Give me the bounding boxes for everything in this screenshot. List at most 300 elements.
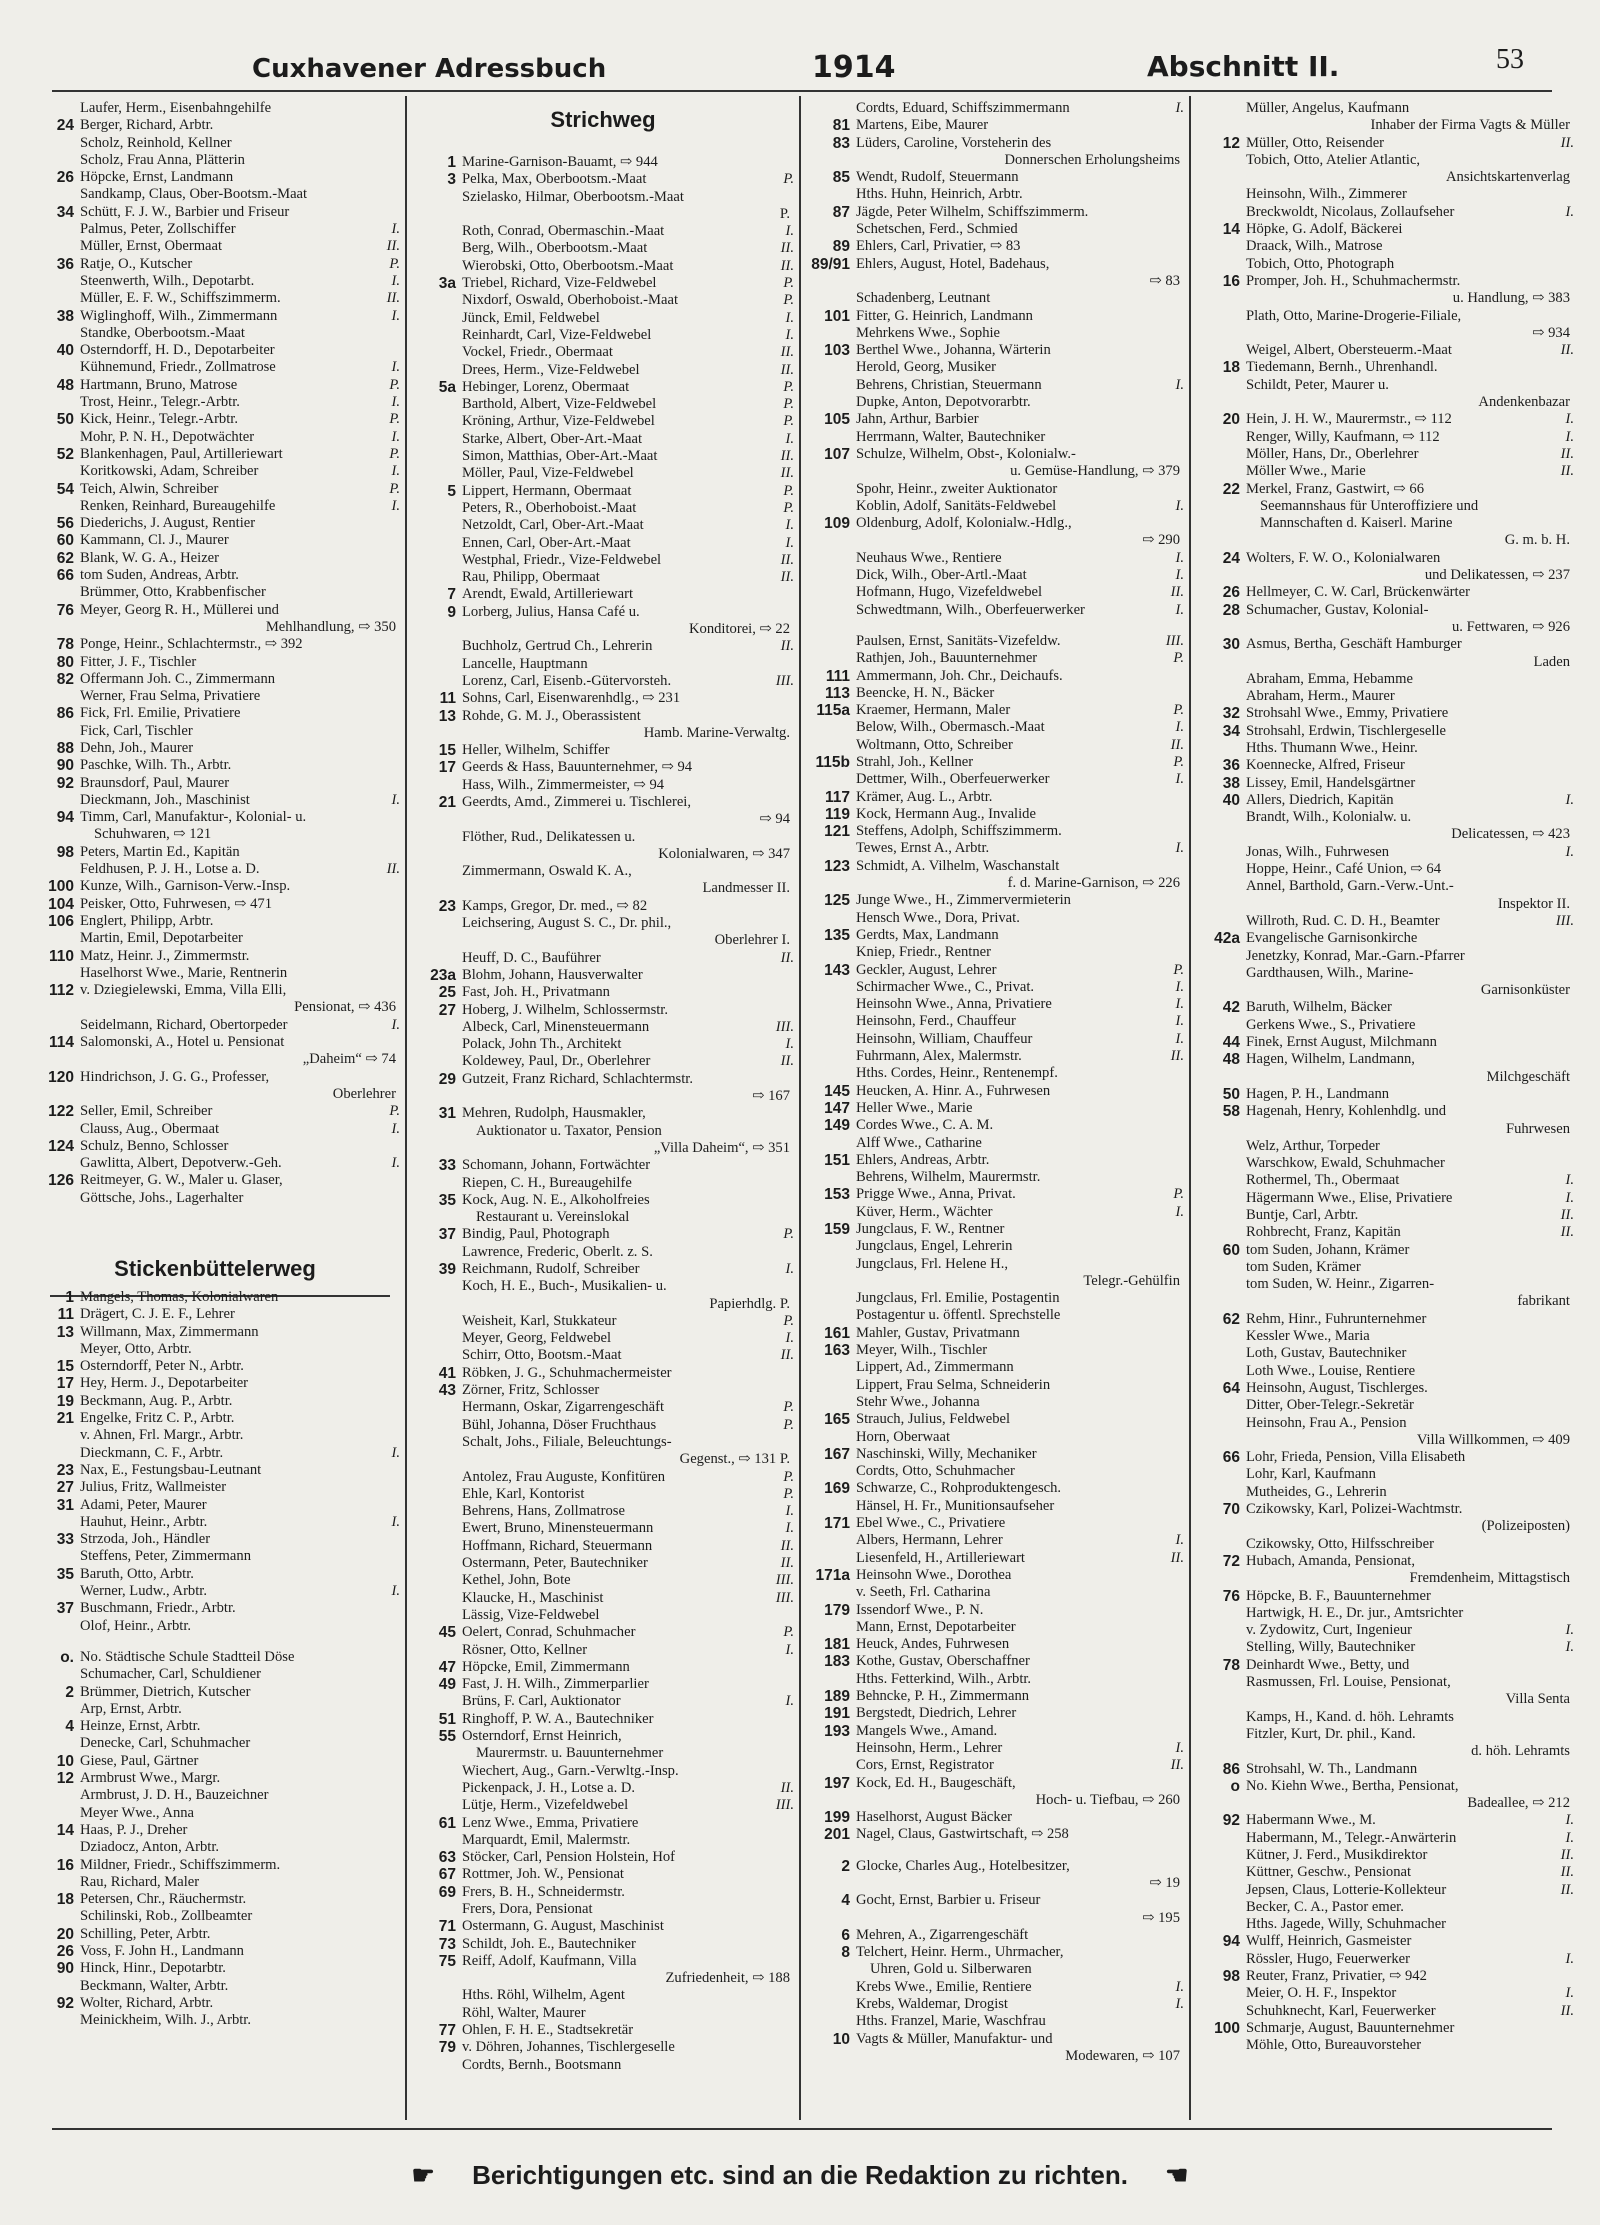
resident-text: Arendt, Ewald, Artilleriewart <box>462 586 634 603</box>
floor-marker: I. <box>391 1513 400 1530</box>
resident-text: Rasmussen, Frl. Louise, Pensionat, <box>1246 1674 1451 1691</box>
directory-entry <box>412 1520 794 1537</box>
directory-entry <box>806 204 1184 221</box>
floor-marker: I. <box>391 1444 400 1461</box>
resident-text: Mangels Wwe., Amand. <box>856 1722 998 1739</box>
directory-entry <box>412 915 794 932</box>
resident-text: Weigel, Albert, Obersteuerm.-Maat <box>1246 342 1452 359</box>
resident-text: Strauch, Julius, Feldwebel <box>856 1411 1011 1428</box>
floor-marker: I. <box>1175 376 1184 393</box>
directory-entry <box>412 1123 794 1140</box>
column-divider <box>799 96 801 2120</box>
resident-text: Vockel, Friedr., Obermaat <box>462 344 613 361</box>
house-number: 4 <box>65 1718 74 1736</box>
directory-entry <box>412 1711 794 1728</box>
house-number: 49 <box>438 1676 456 1694</box>
resident-text: Haselhorst, August Bäcker <box>856 1809 1013 1826</box>
house-number: 114 <box>48 1034 74 1052</box>
resident-text: Cordes Wwe., C. A. M. <box>856 1117 994 1134</box>
directory-entry <box>30 1017 400 1034</box>
directory-entry <box>30 1891 400 1908</box>
resident-text: Hoffmann, Richard, Steuermann <box>462 1537 653 1554</box>
house-number: 4 <box>841 1892 850 1910</box>
floor-marker: I. <box>785 517 794 534</box>
resident-text: Mehren, A., Zigarrengeschäft <box>856 1926 1029 1943</box>
resident-text: Naschinski, Willy, Mechaniker <box>856 1445 1037 1462</box>
resident-text: ⇨ 94 <box>759 811 790 828</box>
house-number: 105 <box>824 411 850 429</box>
directory-entry <box>806 1325 1184 1342</box>
directory-entry <box>806 1619 1184 1636</box>
directory-entry <box>412 1624 794 1641</box>
house-number: 66 <box>56 567 74 585</box>
floor-marker: II. <box>386 238 400 255</box>
directory-entry <box>412 1918 794 1935</box>
directory-entry <box>30 1666 400 1683</box>
street-heading: Strichweg <box>550 107 656 132</box>
resident-text: Schmarje, August, Bauunternehmer <box>1246 2019 1455 2036</box>
resident-text: Haselhorst Wwe., Marie, Rentnerin <box>80 964 288 981</box>
directory-entry <box>1196 1847 1574 1864</box>
directory-entry <box>806 1463 1184 1480</box>
directory-entry <box>1196 1882 1574 1899</box>
directory-entry <box>30 930 400 947</box>
directory-entry <box>30 1995 400 2012</box>
directory-entry <box>806 1359 1184 1376</box>
house-number: 89 <box>832 238 850 256</box>
house-number: 13 <box>56 1323 74 1341</box>
house-number: 2 <box>841 1857 850 1875</box>
resident-text: Behrens, Christian, Steuermann <box>856 376 1042 393</box>
resident-text: Geerds & Hass, Bauunternehmer, ⇨ 94 <box>462 759 693 776</box>
house-number: 90 <box>56 757 74 775</box>
resident-text: Lorberg, Julius, Hansa Café u. <box>462 603 640 620</box>
directory-entry <box>412 1642 794 1659</box>
resident-text: Röhl, Walter, Maurer <box>462 2004 586 2021</box>
directory-entry <box>1196 705 1574 722</box>
directory-entry <box>806 1031 1184 1048</box>
directory-entry <box>1196 1051 1574 1068</box>
directory-entry <box>30 411 400 428</box>
directory-entry <box>30 204 400 221</box>
directory-entry <box>30 1600 400 1617</box>
resident-text: Merkel, Franz, Gastwirt, ⇨ 66 <box>1246 480 1424 497</box>
resident-text: Stelling, Willy, Bautechniker <box>1246 1639 1416 1656</box>
house-number: 8 <box>841 1944 850 1962</box>
spacer <box>30 1235 400 1249</box>
house-number: 50 <box>1222 1085 1240 1103</box>
directory-entry <box>412 535 794 552</box>
directory-entry <box>30 740 400 757</box>
resident-text: u. Gemüse-Handlung, ⇨ 379 <box>1010 463 1180 480</box>
directory-entry <box>30 1583 400 1600</box>
resident-text: Lancelle, Hauptmann <box>462 655 588 672</box>
resident-text: Wiechert, Aug., Garn.-Verwltg.-Insp. <box>462 1762 679 1779</box>
directory-entry <box>806 1688 1184 1705</box>
house-number: 94 <box>1222 1933 1240 1951</box>
directory-entry <box>806 962 1184 979</box>
directory-entry <box>1196 1069 1574 1086</box>
floor-marker: I. <box>785 1330 794 1347</box>
floor-marker: I. <box>391 1120 400 1137</box>
floor-marker: I. <box>1565 428 1574 445</box>
floor-marker: P. <box>783 413 794 430</box>
resident-text: Wolter, Richard, Arbtr. <box>80 1994 214 2011</box>
resident-text: Kock, Hermann Aug., Invalide <box>856 805 1036 822</box>
resident-text: Jägde, Peter Wilhelm, Schiffszimmerm. <box>856 203 1089 220</box>
directory-entry <box>1196 394 1574 411</box>
resident-text: Rösner, Otto, Kellner <box>462 1641 588 1658</box>
directory-entry <box>806 2013 1184 2030</box>
directory-entry <box>1196 878 1574 895</box>
resident-text: Rohbrecht, Franz, Kapitän <box>1246 1224 1401 1241</box>
directory-entry <box>1196 1155 1574 1172</box>
directory-entry <box>806 910 1184 927</box>
house-number: 90 <box>56 1960 74 1978</box>
house-number: 2 <box>65 1683 74 1701</box>
resident-text: Buntje, Carl, Arbtr. <box>1246 1207 1359 1223</box>
directory-entry <box>412 223 794 240</box>
directory-entry <box>806 1567 1184 1584</box>
resident-text: Osterndorf, Ernst Heinrich, <box>462 1728 622 1745</box>
resident-text: v. Dziegielewski, Emma, Villa Elli, <box>80 982 287 999</box>
directory-entry <box>412 1105 794 1122</box>
directory-entry <box>412 1002 794 1019</box>
floor-marker: I. <box>391 497 400 514</box>
resident-text: Hinck, Hinr., Depotarbtr. <box>80 1960 226 1977</box>
resident-text: Badeallee, ⇨ 212 <box>1467 1795 1570 1812</box>
directory-entry <box>30 861 400 878</box>
house-number: 1 <box>65 1289 74 1306</box>
resident-text: Schetschen, Ferd., Schmied <box>856 221 1018 238</box>
resident-text: No. Kiehn Wwe., Bertha, Pensionat, <box>1246 1777 1459 1794</box>
directory-entry <box>1196 688 1574 705</box>
resident-text: Pelka, Max, Oberbootsm.-Maat <box>462 171 647 188</box>
resident-text: Rössler, Hugo, Feuerwerker <box>1246 1950 1410 1967</box>
floor-marker: I. <box>1175 549 1184 566</box>
resident-text: Maurermstr. u. Bauunternehmer <box>476 1745 664 1762</box>
directory-entry <box>30 844 400 861</box>
resident-text: Gerdts, Max, Landmann <box>856 926 999 943</box>
house-number: 197 <box>824 1774 850 1792</box>
column-divider <box>1189 96 1191 2120</box>
floor-marker: II. <box>780 344 794 361</box>
floor-marker: II. <box>780 949 794 966</box>
directory-entry <box>412 604 794 621</box>
resident-text: Czikowsky, Otto, Hilfsschreiber <box>1246 1535 1434 1552</box>
resident-text: Schomann, Johann, Fortwächter <box>462 1157 651 1174</box>
directory-entry <box>412 1226 794 1243</box>
floor-marker: I. <box>1175 1978 1184 1995</box>
resident-text: Cordts, Eduard, Schiffszimmermann <box>856 100 1070 116</box>
resident-text: Villa Willkommen, ⇨ 409 <box>1416 1431 1570 1448</box>
resident-text: Hths. Röhl, Wilhelm, Agent <box>462 1987 625 2004</box>
directory-entry <box>1196 1899 1574 1916</box>
directory-entry <box>1196 1415 1574 1432</box>
resident-text: Fitter, J. F., Tischler <box>80 653 197 670</box>
house-number: 89/91 <box>811 255 850 273</box>
floor-marker: III. <box>1555 912 1574 929</box>
resident-text: Gegenst., ⇨ 131 P. <box>679 1451 790 1468</box>
directory-entry <box>412 1763 794 1780</box>
directory-entry <box>30 1514 400 1531</box>
directory-entry <box>412 586 794 603</box>
resident-text: Spohr, Heinr., zweiter Auktionator <box>856 480 1058 497</box>
directory-entry <box>1196 844 1574 861</box>
resident-text: Hauhut, Heinr., Arbtr. <box>80 1513 208 1530</box>
resident-text: Reitmeyer, G. W., Maler u. Glaser, <box>80 1172 283 1189</box>
directory-entry <box>1196 1674 1574 1691</box>
floor-marker: I. <box>1175 840 1184 857</box>
directory-entry <box>30 1069 400 1086</box>
house-number: 69 <box>438 1883 456 1901</box>
floor-marker: I. <box>785 223 794 240</box>
directory-entry <box>30 1548 400 1565</box>
directory-entry <box>412 1244 794 1261</box>
directory-entry <box>412 984 794 1001</box>
resident-text: Kessler Wwe., Maria <box>1246 1328 1370 1345</box>
resident-text: Heuff, D. C., Bauführer <box>462 949 601 966</box>
directory-entry <box>806 1775 1184 1792</box>
floor-marker: I. <box>391 1016 400 1033</box>
directory-entry <box>412 1659 794 1676</box>
directory-entry <box>806 515 1184 532</box>
directory-entry <box>30 1138 400 1155</box>
house-number: 112 <box>48 982 74 1000</box>
directory-entry <box>806 1996 1184 2013</box>
resident-text: Wolters, F. W. O., Kolonialwaren <box>1246 549 1441 566</box>
house-number: 111 <box>825 667 850 685</box>
resident-text: Lütje, Herm., Vizefeldwebel <box>462 1797 629 1814</box>
resident-text: Heinsohn, Frau A., Pension <box>1246 1414 1407 1431</box>
directory-entry <box>30 792 400 809</box>
directory-entry <box>30 757 400 774</box>
directory-entry <box>806 1221 1184 1238</box>
resident-text: Werner, Frau Selma, Privatiere <box>80 688 261 705</box>
directory-entry <box>30 100 400 117</box>
resident-text: Pensionat, ⇨ 436 <box>294 999 396 1016</box>
resident-text: Cors, Ernst, Registrator <box>856 1757 994 1774</box>
resident-text: Koch, H. E., Buch-, Musikalien- u. <box>462 1278 667 1295</box>
column-1 <box>30 100 400 2115</box>
floor-marker: I. <box>785 534 794 551</box>
floor-marker: I. <box>1565 1812 1574 1829</box>
resident-text: Kamps, H., Kand. d. höh. Lehramts <box>1246 1708 1454 1725</box>
house-number: 56 <box>56 515 74 533</box>
directory-entry <box>806 394 1184 411</box>
resident-text: Olof, Heinr., Arbtr. <box>80 1617 192 1634</box>
floor-marker: II. <box>386 861 400 878</box>
house-number: 86 <box>1222 1760 1240 1778</box>
house-number: 81 <box>832 117 850 135</box>
resident-text: ⇨ 167 <box>752 1088 790 1105</box>
resident-text: Küttner, Geschw., Pensionat <box>1246 1864 1412 1881</box>
directory-entry <box>30 1341 400 1358</box>
resident-text: Denecke, Carl, Schuhmacher <box>80 1735 251 1752</box>
house-number: 10 <box>832 2030 850 2048</box>
footer-text: Berichtigungen etc. sind an die Redaktion zu richten. <box>472 2160 1128 2190</box>
resident-text: Oberlehrer I. <box>714 932 790 949</box>
house-number: 36 <box>1222 757 1240 775</box>
resident-text: u. Handlung, ⇨ 383 <box>1452 290 1570 307</box>
resident-text: ⇨ 19 <box>1149 1874 1180 1891</box>
directory-entry <box>806 1979 1184 1996</box>
directory-entry <box>412 1382 794 1399</box>
directory-entry <box>412 863 794 880</box>
resident-text: fabrikant <box>1517 1293 1570 1310</box>
resident-text: Mehrkens Wwe., Sophie <box>856 324 1001 341</box>
directory-entry <box>412 1987 794 2004</box>
resident-text: Berg, Wilh., Oberbootsm.-Maat <box>462 240 648 257</box>
resident-text: Marine-Garnison-Bauamt, ⇨ 944 <box>462 154 658 170</box>
directory-entry <box>412 240 794 257</box>
resident-text: Ponge, Heinr., Schlachtermstr., ⇨ 392 <box>80 636 303 653</box>
resident-text: Voss, F. John H., Landmann <box>80 1942 244 1959</box>
resident-text: Gawlitta, Albert, Depotverw.-Geh. <box>80 1155 282 1172</box>
resident-text: Oberlehrer <box>332 1085 396 1102</box>
directory-entry <box>806 1117 1184 1134</box>
resident-text: Glocke, Charles Aug., Hotelbesitzer, <box>856 1857 1070 1874</box>
resident-text: Teich, Alwin, Schreiber <box>80 480 219 497</box>
directory-entry <box>30 1960 400 1977</box>
resident-text: Heinsohn Wwe., Anna, Privatiere <box>856 996 1052 1013</box>
directory-entry <box>806 1550 1184 1567</box>
floor-marker: II. <box>1170 736 1184 753</box>
floor-marker: P. <box>783 1624 794 1641</box>
spacer <box>30 1207 400 1221</box>
resident-text: Ostermann, G. August, Maschinist <box>462 1918 664 1935</box>
resident-text: Ewert, Bruno, Minensteuermann <box>462 1520 654 1537</box>
floor-marker: II. <box>780 1779 794 1796</box>
directory-entry <box>412 1590 794 1607</box>
directory-entry <box>806 1532 1184 1549</box>
resident-text: Heinsohn, Ferd., Chauffeur <box>856 1013 1016 1030</box>
resident-text: Julius, Fritz, Wallmeister <box>80 1479 227 1496</box>
floor-marker: I. <box>785 1693 794 1710</box>
directory-entry <box>1196 757 1574 774</box>
resident-text: Plath, Otto, Marine-Drogerie-Filiale, <box>1246 307 1462 324</box>
resident-text: Schwarze, C., Rohproduktengesch. <box>856 1480 1062 1497</box>
directory-entry <box>1196 1536 1574 1553</box>
directory-entry <box>806 463 1184 480</box>
directory-entry <box>1196 1933 1574 1950</box>
directory-entry <box>806 892 1184 909</box>
resident-text: Möller, Paul, Vize-Feldwebel <box>462 465 634 482</box>
directory-entry <box>1196 1380 1574 1397</box>
resident-text: Heller, Wilhelm, Schiffer <box>462 742 610 759</box>
resident-text: Rothermel, Th., Obermaat <box>1246 1172 1400 1189</box>
directory-entry <box>30 1358 400 1375</box>
directory-entry <box>806 1515 1184 1532</box>
directory-entry <box>30 705 400 722</box>
directory-entry <box>412 1728 794 1745</box>
resident-text: G. m. b. H. <box>1504 532 1570 549</box>
resident-text: Mahler, Gustav, Privatmann <box>856 1324 1020 1341</box>
directory-entry <box>30 481 400 498</box>
directory-entry <box>412 448 794 465</box>
floor-marker: III. <box>775 1589 794 1606</box>
house-number: 70 <box>1222 1501 1240 1519</box>
house-number: 34 <box>1222 722 1240 740</box>
resident-text: Behrens, Wilhelm, Maurermstr. <box>856 1169 1041 1186</box>
resident-text: Hoch- u. Tiefbau, ⇨ 260 <box>1035 1791 1180 1808</box>
resident-text: Kamps, Gregor, Dr. med., ⇨ 82 <box>462 897 648 914</box>
resident-text: Fick, Frl. Emilie, Privatiere <box>80 705 241 722</box>
directory-entry <box>30 1034 400 1051</box>
resident-text: ⇨ 195 <box>1142 1909 1180 1926</box>
resident-text: Czikowsky, Karl, Polizei-Wachtmstr. <box>1246 1501 1463 1518</box>
directory-entry <box>1196 1761 1574 1778</box>
resident-text: Leichsering, August S. C., Dr. phil., <box>462 915 672 932</box>
directory-entry <box>30 1445 400 1462</box>
resident-text: Zufriedenheit, ⇨ 188 <box>665 1970 790 1987</box>
resident-text: Nax, E., Festungsbau-Leutnant <box>80 1461 262 1478</box>
directory-entry <box>1196 1951 1574 1968</box>
directory-entry <box>806 550 1184 567</box>
directory-entry <box>1196 1588 1574 1605</box>
directory-entry <box>1196 1916 1574 1933</box>
directory-entry <box>1196 1639 1574 1656</box>
resident-text: Lippert, Ad., Zimmermann <box>856 1359 1014 1376</box>
page-number: 53 <box>1496 44 1524 75</box>
directory-entry <box>30 1805 400 1822</box>
directory-entry <box>806 532 1184 549</box>
directory-entry <box>412 621 794 638</box>
directory-entry <box>30 1393 400 1410</box>
directory-entry <box>30 584 400 601</box>
house-number: 11 <box>57 1306 74 1324</box>
resident-text: „Villa Daheim“, ⇨ 351 <box>653 1139 790 1156</box>
resident-text: Annel, Barthold, Garn.-Verw.-Unt.- <box>1246 878 1454 895</box>
directory-entry <box>412 1330 794 1347</box>
column-4 <box>1196 100 1574 2115</box>
directory-entry <box>30 135 400 152</box>
directory-entry <box>30 238 400 255</box>
house-number: 63 <box>438 1849 456 1867</box>
resident-text: Heinze, Ernst, Arbtr. <box>80 1718 201 1735</box>
resident-text: Flöther, Rud., Delikatessen u. <box>462 828 636 845</box>
directory-entry <box>1196 1328 1574 1345</box>
house-number: 76 <box>1222 1587 1240 1605</box>
resident-text: Inspektor II. <box>1497 895 1570 912</box>
directory-entry <box>1196 1207 1574 1224</box>
resident-text: Promper, Joh. H., Schuhmachermstr. <box>1246 272 1461 289</box>
directory-entry <box>412 1365 794 1382</box>
house-number: 45 <box>438 1624 456 1642</box>
page-header <box>52 44 1552 84</box>
directory-entry <box>30 256 400 273</box>
directory-entry <box>412 1157 794 1174</box>
directory-entry <box>1196 671 1574 688</box>
floor-marker: I. <box>1175 567 1184 584</box>
resident-text: Heller Wwe., Marie <box>856 1099 973 1116</box>
resident-text: Jenetzky, Konrad, Mar.-Garn.-Pfarrer <box>1246 947 1465 964</box>
house-number: 159 <box>824 1221 850 1238</box>
resident-text: Schumacher, Gustav, Kolonial- <box>1246 601 1429 618</box>
directory-entry <box>30 325 400 342</box>
directory-entry <box>806 1602 1184 1619</box>
resident-text: Krebs, Waldemar, Drogist <box>856 1996 1008 2013</box>
resident-text: Kick, Heinr., Telegr.-Arbtr. <box>80 411 238 428</box>
resident-text: u. Fettwaren, ⇨ 926 <box>1451 618 1570 635</box>
resident-text: Hths. Huhn, Heinrich, Arbtr. <box>856 186 1023 203</box>
directory-entry <box>412 829 794 846</box>
resident-text: Höpcke, Emil, Zimmermann <box>462 1658 630 1675</box>
house-number: 80 <box>56 653 74 671</box>
directory-entry <box>1196 636 1574 653</box>
directory-entry <box>30 186 400 203</box>
directory-entry <box>1196 532 1574 549</box>
